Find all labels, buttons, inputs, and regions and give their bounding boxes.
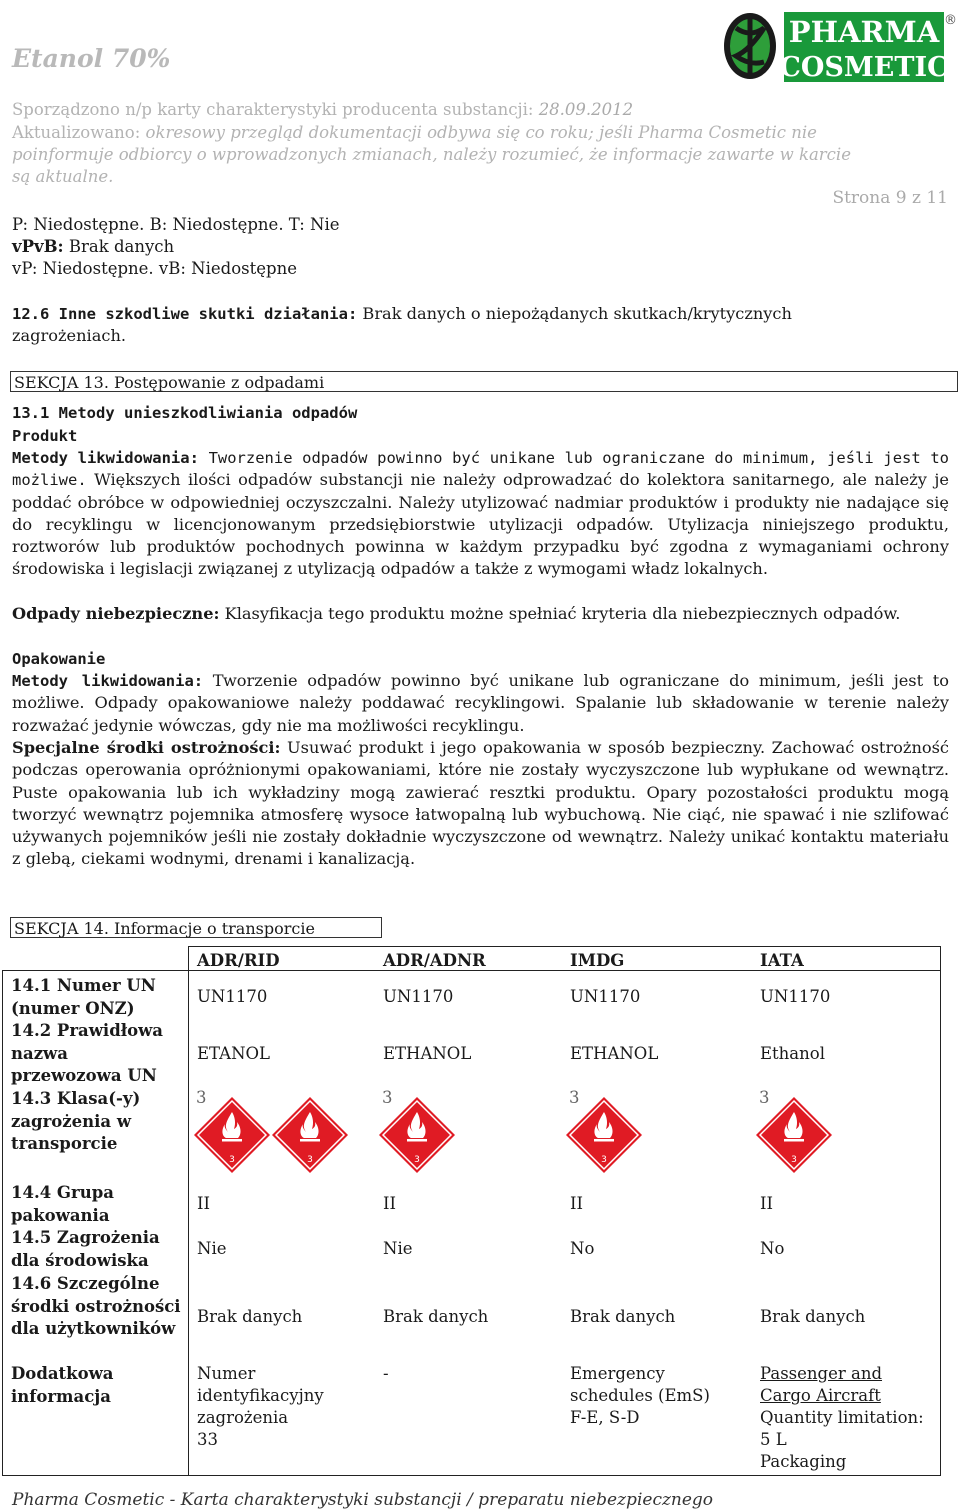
cell-name-adr-adnr: ETHANOL <box>383 1044 472 1063</box>
flammable-diamond-icon <box>271 1096 349 1178</box>
pbt-line: P: Niedostępne. B: Niedostępne. T: Nie <box>12 215 340 234</box>
section-12-6-cont: zagrożeniach. <box>12 326 127 345</box>
cell-un-adr-adnr: UN1170 <box>383 987 454 1006</box>
svg-text:3: 3 <box>414 1155 420 1165</box>
cell-name-adr-rid: ETANOL <box>197 1044 270 1063</box>
page-number: Strona 9 z 11 <box>832 188 948 208</box>
cell-pg-adr-rid: II <box>197 1194 211 1213</box>
cell-class-imdg: 3 <box>569 1088 580 1107</box>
product-subheading: Produkt <box>12 427 78 445</box>
row-label-special-precautions: 14.6 Szczególne środki ostrożności dla użytkowników <box>11 1274 181 1338</box>
cell-un-iata: UN1170 <box>760 987 831 1006</box>
flammable-diamond-icon <box>378 1096 456 1178</box>
cell-class-iata: 3 <box>759 1088 770 1107</box>
row-label-hazard-class: 14.3 Klasa(-y) zagrożenia w transporcie <box>11 1089 141 1153</box>
packaging-subheading: Opakowanie <box>12 650 106 668</box>
cell-env-iata: No <box>760 1239 785 1258</box>
cell-spec-imdg: Brak danych <box>570 1307 676 1326</box>
svg-text:3: 3 <box>307 1155 313 1165</box>
col-header-iata: IATA <box>760 951 804 970</box>
row-label-additional-info: Dodatkowa informacja <box>11 1364 114 1406</box>
special-precautions: Specjalne środki ostrożności: Usuwać produkt i jego opakowania w sposób bezpieczny. Zachować ostrożność podczas operowania opróżnionymi opakowaniami, które nie zostały wyczyszczone lub wypłukane od wewnątrz. Puste opakowania lub ich wykładziny mogą zawierać resztki produktu. Opary pozostałości produktu mogą tworzyć wewnątrz pojemnika atmosferę wysoce łatwopalną lub wybuchową. Nie ciąć, nie spawać i nie szlifować używanych pojemników jeśli nie zostały dokładnie wyczyszczone od wewnątrz. Należy unikać kontaktu materiału z glebą, ciekami wodnymi, drenami i kanalizacją. <box>12 738 949 869</box>
disposal-methods-packaging: Metody likwidowania: Tworzenie odpadów powinno być unikane lub ograniczane do minimum, jeśli jest to możliwe. Odpady opakowaniowe należy poddawać recyklingowi. Spalanie lub składowanie w terenie należy rozważać jedynie wówczas, gdy nie ma możliwości recyklingu. <box>12 671 949 735</box>
cell-class-adr-adnr: 3 <box>382 1088 393 1107</box>
row-label-shipping-name: 14.2 Prawidłowa nazwa przewozowa UN <box>11 1021 163 1085</box>
cell-spec-iata: Brak danych <box>760 1307 866 1326</box>
svg-text:3: 3 <box>601 1155 607 1165</box>
svg-text:3: 3 <box>791 1155 797 1165</box>
col-header-imdg: IMDG <box>570 951 625 970</box>
cell-info-adr-adnr: - <box>383 1364 389 1383</box>
row-label-packing-group: 14.4 Grupa pakowania <box>11 1183 114 1225</box>
disposal-methods-product: Metody likwidowania: Tworzenie odpadów powinno być unikane lub ograniczane do minimum, jeśli jest to możliwe. Większych ilości odpadów substancji nie należy odprowadzać do kolektora sanitarnego, ale należy je poddać obróbce w odpowiedniej oczyszczalni. Należy utylizować nadmiar produktów i produkty nie nadające się do recyklingu w licencjonowanym przedsiębiorstwie utylizacji odpadów. Utylizacja niniejszego produktu, roztworów lub produktów pochodnych powinna w każdym przypadku być zgodna z wymaganiami ochrony środowiska i legislacji związanej z utylizacją odpadów a także z wymogami władz lokalnych. <box>12 449 949 579</box>
logo-registered: ® <box>944 13 957 28</box>
cell-info-adr-rid: Numer identyfikacyjny zagrożenia 33 <box>197 1364 324 1449</box>
footer: Pharma Cosmetic - Karta charakterystyki substancji / preparatu niebezpiecznego <box>12 1490 714 1510</box>
cell-name-iata: Ethanol <box>760 1044 825 1063</box>
cell-pg-imdg: II <box>570 1194 584 1213</box>
svg-text:3: 3 <box>229 1155 235 1165</box>
vpvb-line: vPvB: Brak danych <box>12 237 175 256</box>
flammable-diamond-icon <box>565 1096 643 1178</box>
section-12-6: 12.6 Inne szkodliwe skutki działania: Brak danych o niepożądanych skutkach/krytycznych <box>12 304 792 323</box>
cell-name-imdg: ETHANOL <box>570 1044 659 1063</box>
cell-spec-adr-adnr: Brak danych <box>383 1307 489 1326</box>
flammable-diamond-icon <box>193 1096 271 1178</box>
cell-info-imdg: Emergency schedules (EmS) F-E, S-D <box>570 1364 710 1427</box>
cell-env-adr-adnr: Nie <box>383 1239 413 1258</box>
logo-text-1: PHARMA <box>788 15 940 49</box>
hazardous-waste: Odpady niebezpieczne: Klasyfikacja tego produktu możne spełniać kryteria dla niebezpiecznych odpadów. <box>12 604 901 623</box>
cell-pg-adr-adnr: II <box>383 1194 397 1213</box>
cell-pg-iata: II <box>760 1194 774 1213</box>
updated-line-3: są aktualne. <box>12 167 114 186</box>
section-13-heading: SEKCJA 13. Postępowanie z odpadami <box>10 371 958 392</box>
document-title: Etanol 70% <box>12 44 171 73</box>
logo-text-2: COSMETIC <box>779 52 949 83</box>
cell-un-adr-rid: UN1170 <box>197 987 268 1006</box>
cell-spec-adr-rid: Brak danych <box>197 1307 303 1326</box>
row-label-un-number: 14.1 Numer UN (numer ONZ) <box>11 976 156 1018</box>
updated-line-2: poinformuje odbiorcy o wprowadzonych zmianach, należy rozumieć, że informacje zawarte w karcie <box>12 145 851 164</box>
vp-vb-line: vP: Niedostępne. vB: Niedostępne <box>12 259 297 278</box>
col-header-adr-rid: ADR/RID <box>197 951 280 970</box>
col-header-adr-adnr: ADR/ADNR <box>383 951 486 970</box>
updated-line: Aktualizowano: okresowy przegląd dokumentacji odbywa się co roku; jeśli Pharma Cosmetic nie <box>12 123 817 142</box>
cell-info-iata: Passenger and Cargo Aircraft Quantity limitation: 5 L Packaging <box>760 1364 924 1471</box>
cell-class-adr-rid: 3 <box>196 1088 207 1107</box>
pharma-cosmetic-logo <box>722 6 960 84</box>
row-label-environment: 14.5 Zagrożenia dla środowiska <box>11 1228 160 1270</box>
prepared-line: Sporządzono n/p karty charakterystyki producenta substancji: 28.09.2012 <box>12 100 634 119</box>
cell-un-imdg: UN1170 <box>570 987 641 1006</box>
cell-env-adr-rid: Nie <box>197 1239 227 1258</box>
section-13-1-title: 13.1 Metody unieszkodliwiania odpadów <box>12 404 358 422</box>
flammable-diamond-icon <box>755 1096 833 1178</box>
section-14-heading: SEKCJA 14. Informacje o transporcie <box>10 917 382 938</box>
cell-env-imdg: No <box>570 1239 595 1258</box>
